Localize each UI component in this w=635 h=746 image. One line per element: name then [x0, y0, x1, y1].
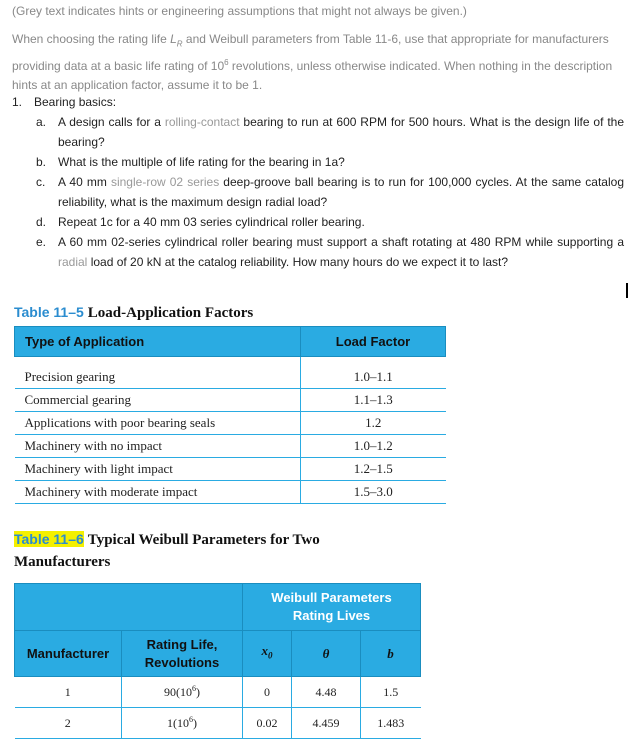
table6-header-b: b — [361, 631, 421, 677]
table-row: Machinery with light impact 1.2–1.5 — [15, 458, 446, 481]
problem-item-a: a. A design calls for a rolling-contact bearing to run at 600 RPM for 500 hours. What is the design life of the bearing? — [36, 115, 624, 149]
table-row: 2 $1(10^6)$ 0.02 4.459 1.483 — [15, 708, 421, 739]
table5-caption: Table 11–5 Load-Application Factors — [14, 304, 254, 321]
table6-caption: Table 11–6 Typical Weibull Parameters for Two Manufacturers — [14, 531, 320, 570]
instructions-paragraph: When choosing the rating life $L_R$ and Weibull parameters from Table 11-6, use that appropriate for manufacturers providing data at a basic life rating of $10^6$ revolutions, unless otherwise indicated. When nothing in the description hints at an application factor, assume it to be 1. — [12, 32, 613, 93]
rating-life-symbol: $L_R$ — [170, 32, 183, 49]
table-row: Machinery with no impact 1.0–1.2 — [15, 435, 446, 458]
table6-header-blank — [15, 584, 243, 631]
problem-item-c: c. A 40 mm single-row 02 series deep-groove ball bearing is to run for 100,000 cycles. At the same catalog reliability, what is the maximum design radial load? — [36, 175, 624, 209]
problem-item-d: d. Repeat 1c for a 40 mm 03 series cylindrical roller bearing. — [36, 215, 365, 229]
table-row: Applications with poor bearing seals 1.2 — [15, 412, 446, 435]
hint-note: (Grey text indicates hints or engineering assumptions that might not always be given.) — [12, 4, 467, 18]
table6-header-manufacturer: Manufacturer — [15, 631, 122, 677]
table6-header-rating-life: Rating Life, Revolutions — [122, 631, 243, 677]
table-row: Commercial gearing 1.1–1.3 — [15, 389, 446, 412]
table-row: 1 $90(10^6)$ 0 4.48 1.5 — [15, 677, 421, 708]
table-row: Precision gearing 1.0–1.1 — [15, 357, 446, 389]
table6-header-theta: θ — [292, 631, 361, 677]
problem-list — [12, 92, 624, 272]
weibull-table — [14, 583, 421, 739]
table6-header-weibull: Weibull Parameters Rating Lives — [243, 584, 421, 631]
highlighted-table-number: Table 11–6 — [14, 531, 84, 547]
table-row: Machinery with moderate impact 1.5–3.0 — [15, 481, 446, 504]
table5-header-factor: Load Factor — [301, 327, 446, 357]
text-cursor — [626, 283, 628, 298]
table5-header-type: Type of Application — [15, 327, 301, 357]
load-factor-table — [14, 326, 446, 504]
problem-item-e: e. A 60 mm 02-series cylindrical roller bearing must support a shaft rotating at 480 RPM while supporting a radial load of 20 kN at the catalog reliability. How many hours do we expect it to last? — [36, 235, 624, 269]
table6-header-x0: $x_0$ — [243, 631, 292, 677]
problem-item-b: b. What is the multiple of life rating for the bearing in 1a? — [36, 155, 345, 169]
problem-title: 1. Bearing basics: — [12, 95, 117, 109]
